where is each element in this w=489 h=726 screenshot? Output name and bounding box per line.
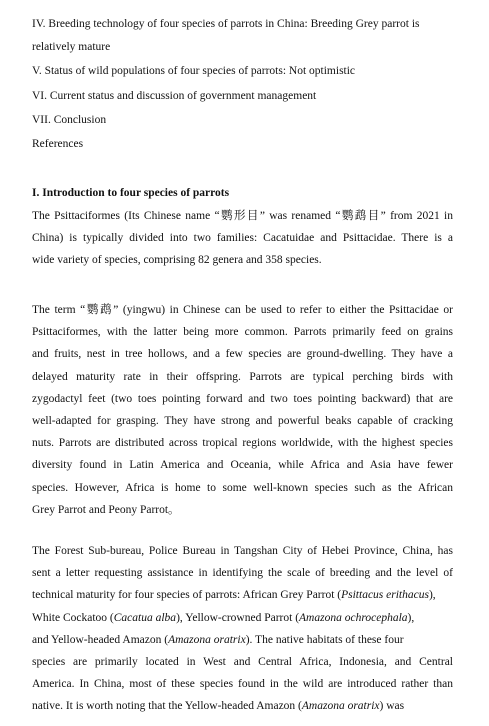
paragraph-line: species. However, Africa is home to some well-known species such as the African — [32, 481, 453, 494]
paragraph-line — [32, 629, 453, 651]
text-run: and Yellow-headed Amazon ( — [32, 633, 169, 646]
paragraph-1 — [32, 205, 453, 272]
toc-item-iv: IV. Breeding technology of four species of parrots in China: Breeding Grey parrot is — [32, 18, 420, 30]
paragraph-2 — [32, 299, 453, 521]
paragraph-line: sent a letter requesting assistance in identifying the scale of breeding and the level of — [32, 567, 453, 580]
text-run: ), Yellow-crowned Parrot ( — [176, 611, 300, 624]
toc-item-iv-continued: relatively mature — [32, 41, 111, 53]
paragraph-line: and fruits, nest in tree hollows, and a few species are ground-dwelling. They have a — [32, 348, 453, 361]
toc-item-vi: VI. Current status and discussion of government management — [32, 90, 317, 102]
paragraph-line — [32, 695, 453, 717]
toc-item-references: References — [32, 138, 84, 150]
paragraph-line: Grey Parrot and Peony Parrot。 — [32, 503, 180, 516]
species-name: Cacatua alba — [113, 611, 177, 624]
paragraph-line: diversity found in Latin America and Oceania, while Africa and Asia have fewer — [32, 459, 453, 472]
text-run: White Cockatoo ( — [32, 611, 114, 624]
paragraph-line: Psittaciformes, with the latter being more common. Parrots primarily feed on grains — [32, 326, 453, 339]
paragraph-line: America. In China, most of these species found in the wild are introduced rather than — [32, 678, 453, 691]
paragraph-line: The term “鹦鹉” (yingwu) in Chinese can be used to refer to either the Psittacidae or — [32, 304, 453, 316]
paragraph-line: delayed maturity rate in their offspring. Parrots are typical perching birds with — [32, 370, 453, 383]
paragraph-line: nuts. Parrots are distributed across tropical regions worldwide, with the highest species — [32, 437, 453, 450]
text-run: native. It is worth noting that the Yellow-headed Amazon ( — [32, 700, 302, 713]
species-name: Psittacus erithacus — [341, 589, 429, 602]
text-run: ). The native habitats of these four — [245, 633, 404, 646]
toc-item-v: V. Status of wild populations of four species of parrots: Not optimistic — [32, 65, 356, 77]
paragraph-line: wide variety of species, comprising 82 genera and 358 species. — [32, 254, 322, 267]
paragraph-3 — [32, 540, 453, 718]
paragraph-line: well-adapted for grasping. They have strong and powerful beaks capable of cracking — [32, 414, 453, 427]
text-run: technical maturity for four species of parrots: African Grey Parrot ( — [32, 589, 342, 602]
section-heading: I. Introduction to four species of parrots — [32, 187, 230, 199]
text-run: ) was — [379, 700, 405, 713]
paragraph-line: The Forest Sub-bureau, Police Bureau in Tangshan City of Hebei Province, China, has — [32, 545, 453, 557]
paragraph-line: species are primarily located in West and Central Africa, Indonesia, and Central — [32, 655, 453, 668]
species-name: Amazona oratrix — [301, 700, 380, 713]
species-name: Amazona ochrocephala — [299, 611, 408, 624]
paragraph-line: China) is typically divided into two families: Cacatuidae and Psittacidae. There is a — [32, 232, 453, 245]
species-name: Amazona oratrix — [168, 633, 246, 646]
paragraph-line: zygodactyl feet (two toes pointing forward and two toes pointing backward) that are — [32, 392, 453, 405]
text-run: ), — [407, 611, 415, 624]
paragraph-line — [32, 584, 453, 606]
paragraph-line — [32, 607, 453, 629]
paragraph-line: The Psittaciformes (Its Chinese name “鹦形目” was renamed “鹦鹉目” from 2021 in — [32, 210, 453, 222]
toc-item-vii: VII. Conclusion — [32, 114, 107, 126]
text-run: ), — [428, 589, 436, 602]
